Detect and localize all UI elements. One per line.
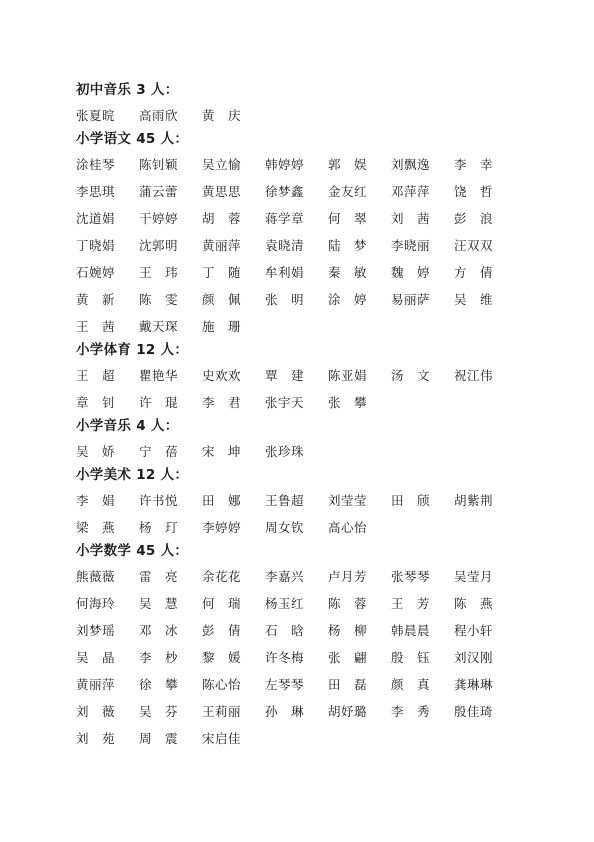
teacher-name: 梁 燕 [76, 519, 116, 535]
teacher-name: 余花花 [202, 568, 242, 584]
teacher-name: 汪双双 [454, 237, 494, 253]
teacher-name: 黄思思 [202, 183, 242, 199]
teacher-name: 张珍珠 [265, 443, 305, 459]
section-heading: 小学音乐 4 人： [76, 418, 179, 434]
teacher-name: 牟利娟 [265, 264, 305, 280]
teacher-name: 金友红 [328, 183, 368, 199]
teacher-name: 袁晓清 [265, 237, 305, 253]
name-row [76, 562, 516, 589]
section-heading: 小学美术 12 人： [76, 467, 189, 483]
teacher-name: 田 颀 [391, 492, 431, 508]
teacher-name: 孙 琳 [265, 703, 305, 719]
teacher-name: 殷 钰 [391, 649, 431, 665]
teacher-name: 蒋学章 [265, 210, 305, 226]
teacher-name: 陈亚娟 [328, 367, 368, 383]
teacher-name: 徐 攀 [139, 676, 179, 692]
name-row [76, 486, 516, 513]
teacher-name: 王 超 [76, 367, 116, 383]
section [76, 415, 516, 464]
name-row [76, 513, 516, 540]
teacher-name: 张琴琴 [391, 568, 431, 584]
teacher-name: 陈钊颖 [139, 156, 179, 172]
name-row [76, 616, 516, 643]
teacher-name: 何海玲 [76, 595, 116, 611]
teacher-name: 李 君 [202, 394, 242, 410]
teacher-name: 颜 真 [391, 676, 431, 692]
name-row [76, 177, 516, 204]
teacher-name: 陈心怡 [202, 676, 242, 692]
teacher-name: 黄 庆 [202, 107, 242, 123]
teacher-name: 许 琨 [139, 394, 179, 410]
name-row [76, 231, 516, 258]
teacher-name: 王莉丽 [202, 703, 242, 719]
name-row [76, 361, 516, 388]
name-row [76, 724, 516, 751]
teacher-name: 戴天琛 [139, 318, 179, 334]
teacher-name: 王 茜 [76, 318, 116, 334]
section-heading: 初中音乐 3 人： [76, 82, 179, 98]
teacher-name: 韩婷婷 [265, 156, 305, 172]
teacher-name: 杨 柳 [328, 622, 368, 638]
teacher-name: 黄丽萍 [202, 237, 242, 253]
teacher-name: 雷 亮 [139, 568, 179, 584]
teacher-name: 瞿艳华 [139, 367, 179, 383]
teacher-name: 殷佳琦 [454, 703, 494, 719]
teacher-name: 宁 蓓 [139, 443, 179, 459]
teacher-name: 吴 慧 [139, 595, 179, 611]
teacher-name: 吴 芬 [139, 703, 179, 719]
teacher-name: 秦 敏 [328, 264, 368, 280]
teacher-name: 吴 娇 [76, 443, 116, 459]
teacher-name: 刘飘逸 [391, 156, 431, 172]
teacher-name: 汤 文 [391, 367, 431, 383]
name-row [76, 204, 516, 231]
teacher-name: 熊薇薇 [76, 568, 116, 584]
teacher-name: 陈 蓉 [328, 595, 368, 611]
teacher-name: 黄丽萍 [76, 676, 116, 692]
teacher-name: 宋 坤 [202, 443, 242, 459]
teacher-name: 吴莹月 [454, 568, 494, 584]
teacher-name: 易丽萨 [391, 291, 431, 307]
teacher-name: 蒲云蕾 [139, 183, 179, 199]
teacher-name: 李 秀 [391, 703, 431, 719]
teacher-name: 王鲁超 [265, 492, 305, 508]
teacher-name: 吴立愉 [202, 156, 242, 172]
teacher-name: 干婷婷 [139, 210, 179, 226]
teacher-name: 高心怡 [328, 519, 368, 535]
name-row [76, 258, 516, 285]
teacher-name: 左琴琴 [265, 676, 305, 692]
teacher-name: 沈道娟 [76, 210, 116, 226]
section [76, 128, 516, 339]
name-row [76, 643, 516, 670]
teacher-name: 张宇天 [265, 394, 305, 410]
teacher-name: 邓 冰 [139, 622, 179, 638]
name-row [76, 437, 516, 464]
teacher-name: 魏 婷 [391, 264, 431, 280]
teacher-name: 胡 蓉 [202, 210, 242, 226]
teacher-name: 李 幸 [454, 156, 494, 172]
teacher-name: 徐梦鑫 [265, 183, 305, 199]
teacher-name: 祝江伟 [454, 367, 494, 383]
teacher-name: 许书悦 [139, 492, 179, 508]
teacher-name: 吴 晶 [76, 649, 116, 665]
teacher-name: 史欢欢 [202, 367, 242, 383]
teacher-name: 何 瑞 [202, 595, 242, 611]
teacher-name: 石婉婷 [76, 264, 116, 280]
teacher-name: 刘莹莹 [328, 492, 368, 508]
teacher-name: 杨玉红 [265, 595, 305, 611]
teacher-name: 张夏晥 [76, 107, 116, 123]
name-row [76, 670, 516, 697]
name-row [76, 312, 516, 339]
teacher-name: 程小轩 [454, 622, 494, 638]
teacher-name: 周 震 [139, 730, 179, 746]
name-row [76, 101, 516, 128]
teacher-name: 彭 倩 [202, 622, 242, 638]
teacher-name: 李嘉兴 [265, 568, 305, 584]
teacher-name: 颜 佩 [202, 291, 242, 307]
teacher-name: 李晓丽 [391, 237, 431, 253]
teacher-name: 黄 新 [76, 291, 116, 307]
teacher-name: 李婷婷 [202, 519, 242, 535]
teacher-name: 饶 哲 [454, 183, 494, 199]
teacher-name: 彭 浪 [454, 210, 494, 226]
name-row [76, 388, 516, 415]
teacher-name: 石 晗 [265, 622, 305, 638]
section-heading: 小学语文 45 人： [76, 131, 189, 147]
teacher-name: 宋启佳 [202, 730, 242, 746]
teacher-name: 何 翠 [328, 210, 368, 226]
teacher-name: 李思琪 [76, 183, 116, 199]
teacher-name: 覃 建 [265, 367, 305, 383]
teacher-name: 涂 婷 [328, 291, 368, 307]
teacher-name: 邓萍萍 [391, 183, 431, 199]
teacher-name: 吴 维 [454, 291, 494, 307]
teacher-name: 杨 玎 [139, 519, 179, 535]
teacher-name: 沈郭明 [139, 237, 179, 253]
teacher-name: 王 玮 [139, 264, 179, 280]
section [76, 339, 516, 415]
teacher-name: 陆 梦 [328, 237, 368, 253]
teacher-name: 陈 燕 [454, 595, 494, 611]
section [76, 540, 516, 751]
section-heading: 小学数学 45 人： [76, 543, 189, 559]
teacher-name: 章 钊 [76, 394, 116, 410]
teacher-name: 张 翩 [328, 649, 368, 665]
teacher-name: 田 娜 [202, 492, 242, 508]
teacher-name: 黎 媛 [202, 649, 242, 665]
teacher-name: 李 杪 [139, 649, 179, 665]
section [76, 79, 516, 128]
teacher-name: 高雨欣 [139, 107, 179, 123]
teacher-name: 周女钦 [265, 519, 305, 535]
teacher-name: 刘 薇 [76, 703, 116, 719]
name-row [76, 285, 516, 312]
teacher-name: 张 攀 [328, 394, 368, 410]
teacher-name: 郭 娱 [328, 156, 368, 172]
teacher-name: 胡妤璐 [328, 703, 368, 719]
section-heading: 小学体育 12 人： [76, 342, 189, 358]
teacher-name: 田 磊 [328, 676, 368, 692]
name-row [76, 589, 516, 616]
teacher-name: 丁晓娟 [76, 237, 116, 253]
teacher-name: 丁 随 [202, 264, 242, 280]
teacher-name: 刘汉刚 [454, 649, 494, 665]
teacher-name: 刘 茜 [391, 210, 431, 226]
teacher-name: 刘梦瑶 [76, 622, 116, 638]
teacher-list [76, 79, 516, 751]
teacher-name: 施 珊 [202, 318, 242, 334]
name-row [76, 150, 516, 177]
teacher-name: 韩晨晨 [391, 622, 431, 638]
teacher-name: 刘 苑 [76, 730, 116, 746]
teacher-name: 陈 雯 [139, 291, 179, 307]
teacher-name: 胡紫荆 [454, 492, 494, 508]
teacher-name: 李 娟 [76, 492, 116, 508]
teacher-name: 王 芳 [391, 595, 431, 611]
section [76, 464, 516, 540]
teacher-name: 张 明 [265, 291, 305, 307]
name-row [76, 697, 516, 724]
teacher-name: 龚琳琳 [454, 676, 494, 692]
teacher-name: 方 倩 [454, 264, 494, 280]
teacher-name: 卢月芳 [328, 568, 368, 584]
teacher-name: 涂桂琴 [76, 156, 116, 172]
teacher-name: 许冬梅 [265, 649, 305, 665]
